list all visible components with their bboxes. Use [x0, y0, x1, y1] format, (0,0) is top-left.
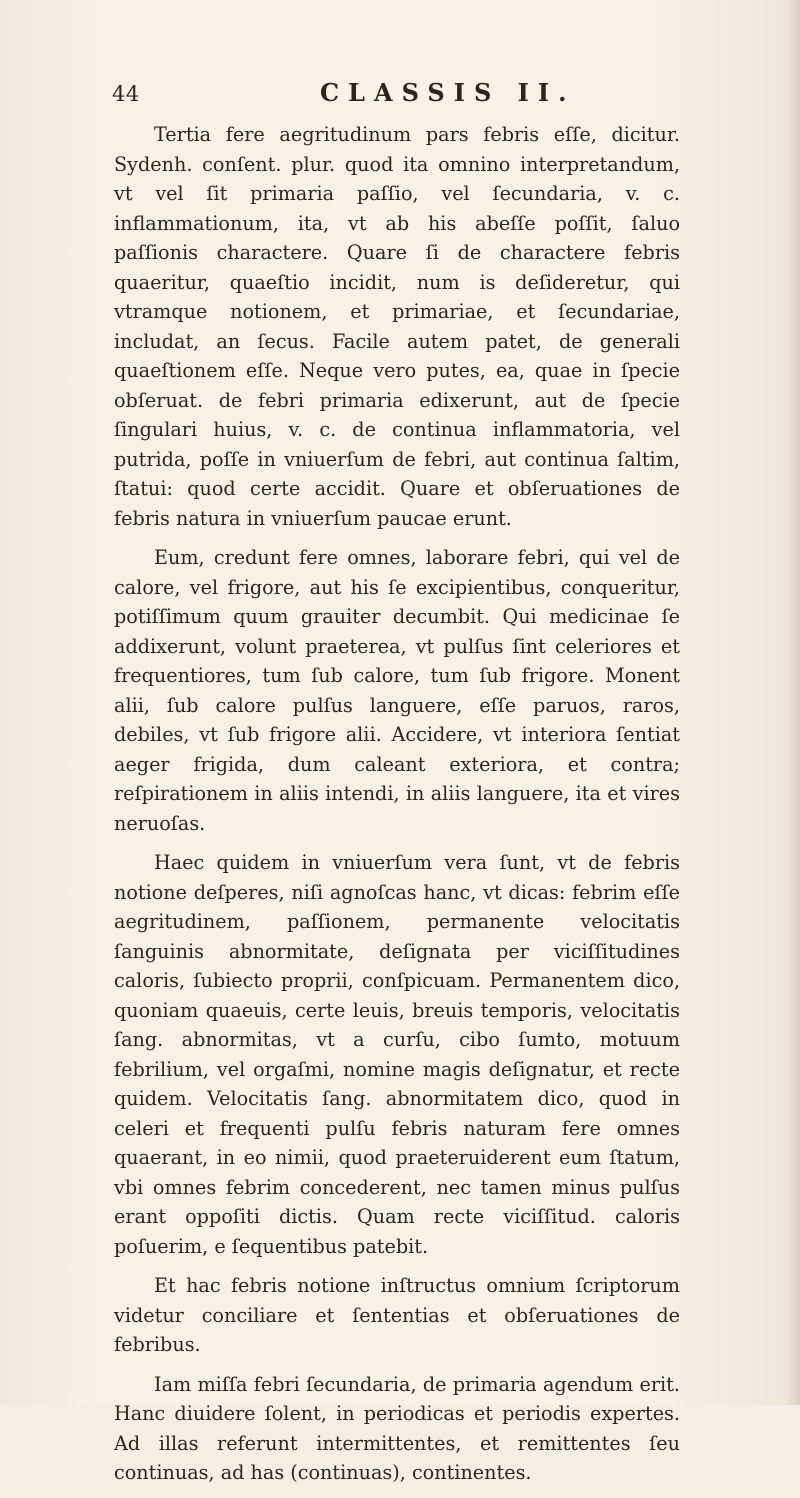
- paragraph-2: Eum, credunt fere omnes, laborare febri, qui vel de calore, vel frigore, aut his ſe excipientibus, conqueritur, potiſſimum quum grauiter decumbit. Qui medicinae ſe addixerunt, volunt praeterea, vt pulſus ſint celeriores et frequentiores, tum ſub calore, tum ſub frigore. Monent alii, ſub calore pulſus languere, eſſe paruos, raros, debiles, vt ſub frigore alii. Accidere, vt interiora ſentiat aeger frigida, dum caleant exteriora, et contra; reſpirationem in aliis intendi, in aliis languere, ita et vires neruoſas.: [114, 546, 680, 835]
- running-head: CLASSIS II.: [320, 78, 576, 107]
- paragraph-4: Et hac febris notione inſtructus omnium ſcriptorum videtur conciliare et ſententias et obſeruationes de febribus.: [114, 1274, 680, 1356]
- paragraph-5: Iam miſſa febri ſecundaria, de primaria agendum erit. Hanc diuidere ſolent, in periodicas et periodis expertes. Ad illas referunt intermittentes, et remittentes ſeu continuas, ad has (continuas), continentes.: [114, 1372, 680, 1484]
- page-edge-shadow: [786, 0, 800, 1405]
- paragraph-1: Tertia fere aegritudinum pars febris eſſe, dicitur. Sydenh. conſent. plur. quod ita omnino interpretandum, vt vel ſit primaria paſſio, vel ſecundaria, v. c. inflammationum, ita, vt ab his abeſſe poſſit, ſaluo paſſionis charactere. Quare ſi de charactere febris quaeritur, quaeſtio incidit, num is deſideretur, qui vtramque notionem, et primariae, et ſecundariae, includat, an ſecus. Facile autem patet, de generali quaeſtionem eſſe. Neque vero putes, ea, quae in ſpecie obſeruat. de febri primaria edixerunt, aut de ſpecie ſingulari huius, v. c. de continua inflammatoria, vel putrida, poſſe in vniuerſum de febri, aut continua ſaltim, ſtatui: quod certe accidit. Quare et obſeruationes de febris natura in vniuerſum paucae erunt.: [114, 123, 680, 530]
- body-text: [114, 120, 680, 1498]
- page-header: [112, 78, 672, 112]
- paragraph-3: Haec quidem in vniuerſum vera ſunt, vt de febris notione deſperes, niſi agnoſcas hanc, vt dicas: febrim eſſe aegritudinem, paſſionem, permanente velocitatis ſanguinis abnormitate, deſignata per viciſſitudines caloris, ſubiecto proprii, conſpicuam. Permanentem dico, quoniam quaeuis, certe leuis, breuis temporis, velocitatis ſang. abnormitas, vt a curſu, cibo ſumto, motuum febrilium, vel orgaſmi, nomine magis deſignatur, et recte quidem. Velocitatis ſang. abnormitatem dico, quod in celeri et frequenti pulſu febris naturam fere omnes quaerant, in eo nimii, quod praeteruiderent eum ſtatum, vbi omnes febrim concederent, nec tamen minus pulſus erant oppoſiti dictis. Quam recte viciſſitud. caloris poſuerim, e ſequentibus patebit.: [114, 851, 680, 1258]
- page-number: 44: [112, 82, 140, 106]
